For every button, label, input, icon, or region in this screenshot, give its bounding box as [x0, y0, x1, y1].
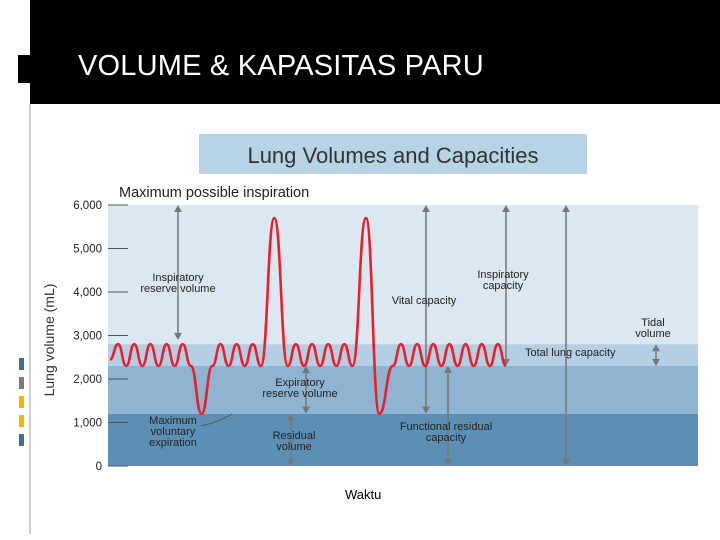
- x-axis-caption: Waktu: [345, 487, 382, 502]
- label-inspiratory-capacity-line: Inspiratory: [477, 269, 529, 281]
- label-inspiratory-reserve-line: Inspiratory: [152, 272, 204, 284]
- side-mark: [19, 434, 24, 446]
- slide-title: VOLUME & KAPASITAS PARU: [78, 50, 484, 82]
- label-max-expiration: [149, 415, 197, 449]
- y-axis-label: Lung volume (mL): [41, 283, 57, 397]
- side-mark: [19, 396, 24, 408]
- chart-title: Lung Volumes and Capacities: [247, 143, 539, 168]
- y-tick-label: 5,000: [73, 243, 102, 256]
- y-tick-label: 1,000: [73, 417, 102, 430]
- label-tidal-volume-line: Tidal: [641, 317, 665, 329]
- side-mark: [19, 415, 24, 427]
- left-rule: [29, 104, 31, 534]
- label-max-expiration-line: voluntary: [150, 426, 196, 438]
- label-max-expiration-line: expiration: [149, 437, 197, 449]
- label-expiratory-reserve-line: reserve volume: [262, 388, 338, 400]
- label-residual-volume: [273, 430, 316, 453]
- lung-volume-chart: [36, 108, 700, 480]
- label-max-expiration-line: Maximum: [149, 415, 197, 427]
- label-residual-volume-line: volume: [276, 441, 312, 453]
- label-inspiratory-reserve-line: reserve volume: [140, 283, 216, 295]
- label-total-lung-capacity-line: Total lung capacity: [525, 347, 616, 359]
- label-tidal-volume-line: volume: [635, 328, 671, 340]
- label-vital-capacity: [392, 295, 457, 307]
- y-tick-label: 2,000: [73, 374, 102, 386]
- label-functional-residual-line: capacity: [425, 432, 467, 444]
- y-tick-label: 3,000: [73, 330, 102, 343]
- label-inspiratory-capacity-line: capacity: [482, 280, 524, 292]
- y-tick-label: 6,000: [73, 200, 102, 212]
- label-inspiratory-capacity: [477, 269, 529, 292]
- label-residual-volume-line: Residual: [272, 430, 316, 442]
- label-functional-residual-line: Functional residual: [399, 421, 493, 433]
- y-tick-label: 4,000: [73, 287, 102, 299]
- label-vital-capacity-line: Vital capacity: [391, 295, 457, 307]
- side-mark: [19, 358, 24, 370]
- label-max-inspiration: Maximum possible inspiration: [119, 185, 310, 201]
- label-total-lung-capacity: [525, 347, 616, 359]
- side-mark: [19, 377, 24, 389]
- header-accent: [18, 55, 30, 83]
- label-expiratory-reserve-line: Expiratory: [275, 377, 325, 389]
- y-tick-label: 0: [95, 461, 102, 473]
- side-marks: [19, 358, 25, 453]
